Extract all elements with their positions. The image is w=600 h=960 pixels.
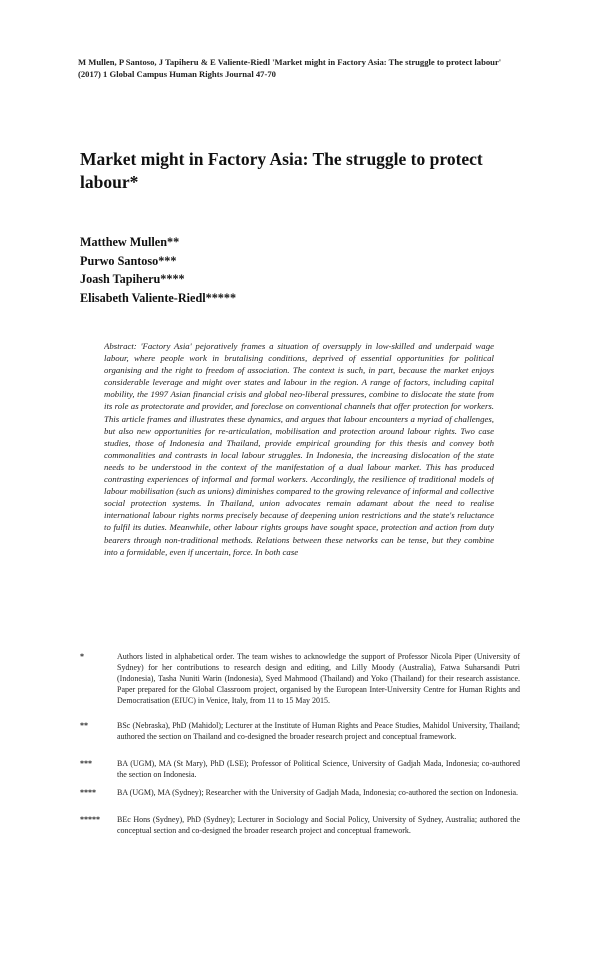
author-name: Purwo Santoso***: [80, 253, 177, 268]
author-name: Joash Tapiheru****: [80, 272, 185, 286]
article-title: Market might in Factory Asia: The struggle to protect labour*: [80, 149, 483, 192]
running-head: M Mullen, P Santoso, J Tapiheru & E Valiente-Riedl 'Market might in Factory Asia: The struggle to protect labour' (2017) 1 Global Campus Human Rights Journal 47-70: [78, 57, 502, 79]
footnote-text: BEc Hons (Sydney), PhD (Sydney); Lecturer in Sociology and Social Policy, University of Sydney, Australia; authored the conceptual section and co-designed the broader research project and conceptual framework.: [117, 815, 520, 835]
footnote-text: Authors listed in alphabetical order. The team wishes to acknowledge the support of Professor Nicola Piper (University of Sydney) for her contributions to research design and editing, and Lilly Moody (Australia), Fatwa Suharsandi Putri (Indonesia), Tasha Nuniti Warin (Indonesia), Syed Mahmood (Thailand) and Yoko (Thailand) for their research assistance. Paper prepared for the Global Classroom project, organised by the European Inter-University Centre for Human Rights and Democratisation (EIUC) in Venice, Italy, from 11 to 15 May 2015.: [117, 652, 520, 705]
footnote-text: BA (UGM), MA (Sydney); Researcher with the University of Gadjah Mada, Indonesia; co-authored the section on Indonesia.: [117, 788, 519, 797]
footnote-mark: *: [80, 652, 84, 661]
abstract-label: Abstract:: [104, 341, 137, 351]
footnote: [80, 759, 520, 788]
footnote-mark: *****: [80, 815, 100, 824]
author-list: [80, 233, 480, 307]
abstract: [104, 340, 494, 640]
footnotes: [80, 652, 520, 845]
footnote: [80, 815, 520, 845]
footnote-text: BSc (Nebraska), PhD (Mahidol); Lecturer at the Institute of Human Rights and Peace Studies, Mahidol University, Thailand; authored the section on Thailand and co-designed the broader research project and conceptual framework.: [117, 721, 520, 741]
footnote-text: BA (UGM), MA (St Mary), PhD (LSE); Professor of Political Science, University of Gadjah Mada, Indonesia; co-authored the section on Indonesia.: [117, 759, 520, 779]
author-name: Elisabeth Valiente-Riedl*****: [80, 290, 237, 305]
footnote: [80, 788, 520, 815]
footnote-mark: ****: [80, 788, 96, 797]
footnote: [80, 721, 520, 759]
abstract-text: 'Factory Asia' pejoratively frames a situation of oversupply in low-skilled and underpaid wage labour, where people work in brutalising conditions, deprived of essential opportunities for political organising and the right to freedom of association. The context is such, in part, because the market enjoys considerable leverage and might over states and labour in the region. A range of factors, including capital mobility, the 1997 Asian financial crisis and global neo-liberal pressures, combine to dislocate the state from its role as protectorate and provider, and foreclose on conventional channels that offer protection for workers. This article frames and illustrates these dynamics, and argues that labour encounters a myriad of challenges, but also new opportunities for re-articulation, mobilisation and protection around labour rights. Two case studies, those of Indonesia and Thailand, provide empirical grounding for this thesis and convey both commonalities and contrasts in local labour struggles. In Indonesia, the increasing dislocation of the state needs to be understood in the context of the manifestation of a dual labour market. This has produced contrasting experiences of informal and formal workers. Accordingly, the resilience of traditional models of labour mobilisation (such as unions) diminishes compared to the growing relevance of informal and collective social protection systems. In Thailand, union advocates remain adamant about the need to realise international labour rights norms precisely because of deepening union restrictions and the state's reluctance to fulfil its duties. Meanwhile, other labour rights groups have sought space, protection and action from duty bearers through non-traditional methods. Relations between these networks can be tense, but they combine into a formidable, even if uncertain, force. In both case: [104, 341, 494, 557]
footnote: [80, 652, 520, 721]
footnote-mark: ***: [80, 759, 92, 768]
author-name: Matthew Mullen**: [80, 235, 180, 249]
footnote-mark: **: [80, 721, 88, 730]
